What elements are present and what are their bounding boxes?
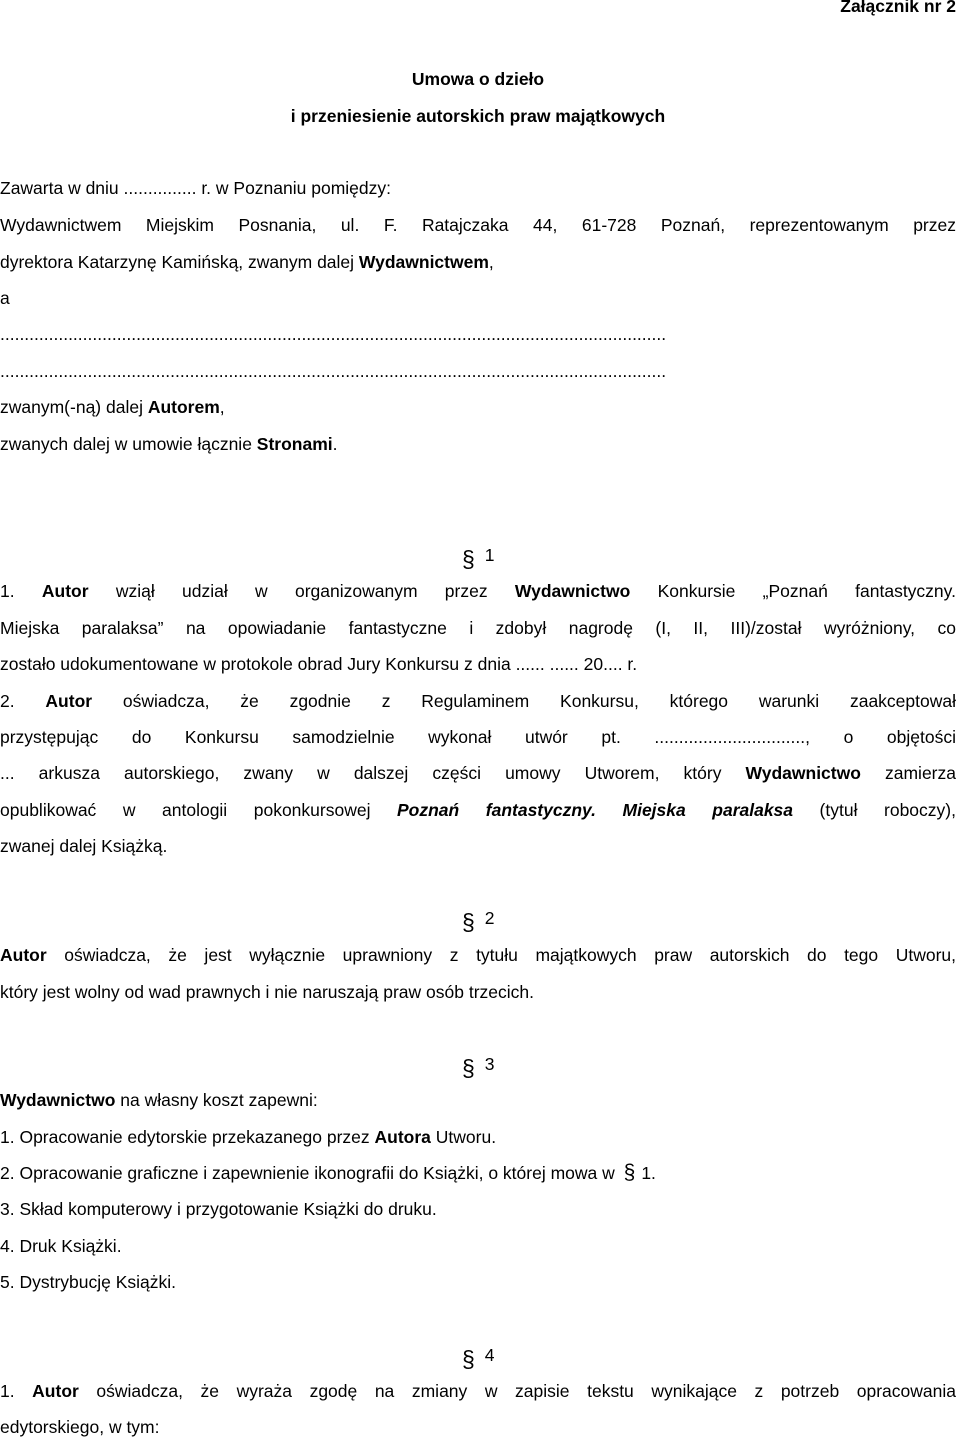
section-2-heading: § 2 <box>462 908 495 935</box>
s1-p2-line-5: zwanej dalej Książką. <box>0 836 168 856</box>
attachment-label: Załącznik nr 2 <box>840 0 956 16</box>
section-sign-icon: § <box>462 546 475 572</box>
title-line-1: Umowa o dzieło <box>411 69 545 89</box>
s1-p2-line-2: przystępując do Konkursu samodzielnie wykonał utwór pt. ..............................., o objętości <box>0 727 956 747</box>
s3-lead: Wydawnictwo na własny koszt zapewni: <box>0 1090 318 1110</box>
s1-p1-line-1: 1. Autor wziął udział w organizowanym przez Wydawnictwo Konkursie „Poznań fantastyczny. <box>0 581 956 601</box>
s3-item-3: 3. Skład komputerowy i przygotowanie Książki do druku. <box>0 1199 437 1219</box>
intro-publisher-line: Wydawnictwem Miejskim Posnania, ul. F. Ratajczaka 44, 61-728 Poznań, reprezentowanym przez <box>0 215 956 235</box>
intro-parties-line: zwanych dalej w umowie łącznie Stronami. <box>0 434 338 454</box>
s1-p2-line-4: opublikować w antologii pokonkursowej Poznań fantastyczny. Miejska paralaksa (tytuł roboczy), <box>0 800 956 820</box>
intro-author-line: zwanym(-ną) dalej Autorem, <box>0 397 225 417</box>
section-sign-icon: § <box>462 1346 475 1372</box>
s1-p2-line-3: ... arkusza autorskiego, zwany w dalszej części umowy Utworem, który Wydawnictwo zamierza <box>0 763 956 783</box>
intro-date-line: Zawarta w dniu ............... r. w Poznaniu pomiędzy: <box>0 178 391 198</box>
intro-director-line: dyrektora Katarzynę Kamińską, zwanym dalej Wydawnictwem, <box>0 252 494 272</box>
section-sign-icon: § <box>462 909 475 935</box>
section-sign-icon: § <box>462 1055 475 1081</box>
section-1-heading: § 1 <box>462 545 495 572</box>
s1-p2-line-1: 2. Autor oświadcza, że zgodnie z Regulaminem Konkursu, którego warunki zaakceptował <box>0 691 956 711</box>
title-line-2: i przeniesienie autorskich praw majątkowych <box>290 106 666 126</box>
section-3-heading: § 3 <box>462 1054 495 1081</box>
s1-p1-line-3: zostało udokumentowane w protokole obrad Jury Konkursu z dnia ...... ...... 20.... r. <box>0 654 638 674</box>
s4-line-1: 1. Autor oświadcza, że wyraża zgodę na zmiany w zapisie tekstu wynikające z potrzeb opracowania <box>0 1381 956 1401</box>
s2-line-2: który jest wolny od wad prawnych i nie naruszają praw osób trzecich. <box>0 982 534 1002</box>
s3-item-1: 1. Opracowanie edytorskie przekazanego przez Autora Utworu. <box>0 1127 497 1147</box>
s3-item-2: 2. Opracowanie graficzne i zapewnienie ikonografii do Książki, o której mowa w § 1. <box>0 1161 656 1184</box>
s3-item-4: 4. Druk Książki. <box>0 1236 122 1256</box>
intro-and-line: a <box>0 288 10 308</box>
s3-item-5: 5. Dystrybucję Książki. <box>0 1272 177 1292</box>
author-blank-line-1: ......................................................................................................................................... <box>0 324 667 344</box>
author-blank-line-2: ......................................................................................................................................... <box>0 361 667 381</box>
s4-line-2: edytorskiego, w tym: <box>0 1417 160 1437</box>
section-4-heading: § 4 <box>462 1345 495 1372</box>
section-sign-icon: § <box>623 1161 636 1184</box>
s1-p1-line-2: Miejska paralaksa” na opowiadanie fantastyczne i zdobył nagrodę (I, II, III)/został wyróżniony, co <box>0 618 956 638</box>
s2-line-1: Autor oświadcza, że jest wyłącznie uprawniony z tytułu majątkowych praw autorskich do tego Utworu, <box>0 945 956 965</box>
